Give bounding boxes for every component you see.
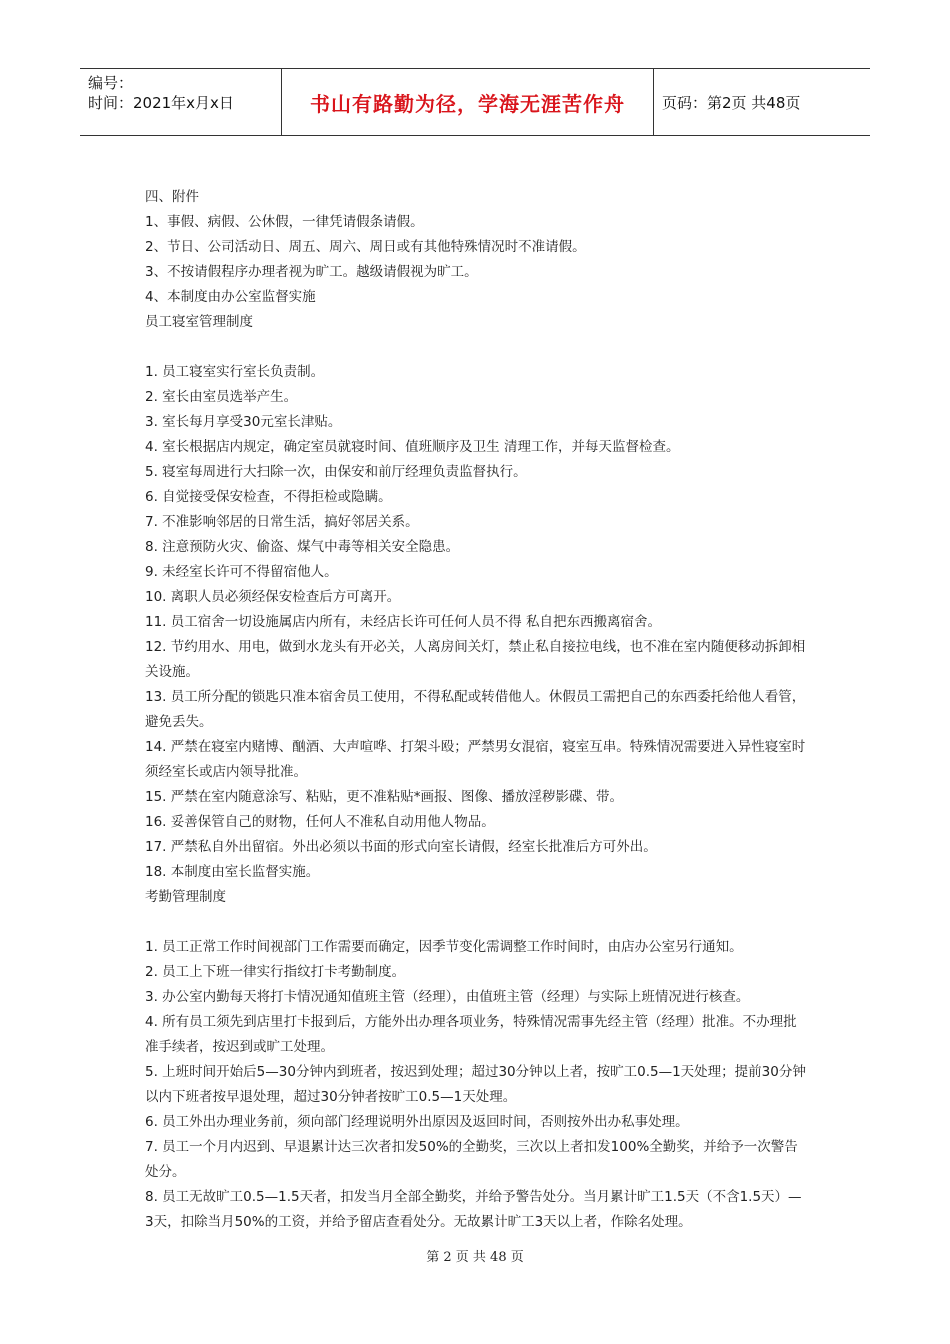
list-item: 4. 室长根据店内规定，确定室员就寝时间、值班顺序及卫生 清理工作，并每天监督检查。 xyxy=(145,439,680,455)
list-item: 16. 妥善保管自己的财物，任何人不准私自动用他人物品。 xyxy=(145,814,495,830)
header-motto: 书山有路勤为径，学海无涯苦作舟 xyxy=(282,69,654,135)
list-item: 12. 节约用水、用电，做到水龙头有开必关，人离房间关灯，禁止私自接拉电线，也不准在室内随便移动拆卸相关设施。 xyxy=(145,639,806,680)
list-item: 11. 员工宿舍一切设施属店内所有，未经店长许可任何人员不得 私自把东西搬离宿舍。 xyxy=(145,614,662,630)
list-item: 4、本制度由办公室监督实施 xyxy=(145,289,316,305)
list-item: 2、节日、公司活动日、周五、周六、周日或有其他特殊情况时不准请假。 xyxy=(145,239,586,255)
list-item: 1、事假、病假、公休假，一律凭请假条请假。 xyxy=(145,214,424,230)
list-item: 14. 严禁在寝室内赌博、酗酒、大声喧哗、打架斗殴；严禁男女混宿，寝室互串。特殊情况需要进入异性寝室时须经室长或店内领导批准。 xyxy=(145,739,806,780)
list-item: 8. 注意预防火灾、偷盗、煤气中毒等相关安全隐患。 xyxy=(145,539,460,555)
list-item: 8. 员工无故旷工0.5—1.5天者，扣发当月全部全勤奖，并给予警告处分。当月累计旷工1.5天（不含1.5天）—3天，扣除当月50%的工资，并给予留店查看处分。无故累计旷工3天以上者，作除名处理。 xyxy=(145,1189,802,1230)
list-item: 3. 室长每月享受30元室长津贴。 xyxy=(145,414,342,430)
page-footer: 第 2 页 共 48 页 xyxy=(426,1250,524,1265)
list-item: 10. 离职人员必须经保安检查后方可离开。 xyxy=(145,589,401,605)
list-item: 3. 办公室内勤每天将打卡情况通知值班主管（经理），由值班主管（经理）与实际上班情况进行核查。 xyxy=(145,989,750,1005)
list-item: 7. 不准影响邻居的日常生活，搞好邻居关系。 xyxy=(145,514,419,530)
section-title-attachment: 四、附件 xyxy=(145,189,199,205)
spacer xyxy=(145,335,810,360)
list-item: 9. 未经室长许可不得留宿他人。 xyxy=(145,564,338,580)
list-item: 7. 员工一个月内迟到、早退累计达三次者扣发50%的全勤奖，三次以上者扣发100%全勤奖，并给予一次警告处分。 xyxy=(145,1139,798,1180)
list-item: 18. 本制度由室长监督实施。 xyxy=(145,864,320,880)
list-item: 6. 自觉接受保安检查，不得拒检或隐瞒。 xyxy=(145,489,392,505)
header-date: 时间：2021年x月x日 xyxy=(88,94,234,112)
header-number: 编号： xyxy=(88,74,134,92)
header-page-info: 页码：第2页 共48页 xyxy=(662,93,801,112)
list-item: 13. 员工所分配的锁匙只准本宿舍员工使用，不得私配或转借他人。休假员工需把自己的东西委托给他人看管，避免丢失。 xyxy=(145,689,806,730)
section-title-attendance: 考勤管理制度 xyxy=(145,889,226,905)
list-item: 1. 员工正常工作时间视部门工作需要而确定，因季节变化需调整工作时间时，由店办公室另行通知。 xyxy=(145,939,743,955)
section-title-dorm: 员工寝室管理制度 xyxy=(145,314,253,330)
list-item: 5. 上班时间开始后5—30分钟内到班者，按迟到处理；超过30分钟以上者，按旷工0.5—1天处理；提前30分钟以内下班者按早退处理，超过30分钟者按旷工0.5—1天处理。 xyxy=(145,1064,806,1105)
list-item: 2. 室长由室员选举产生。 xyxy=(145,389,298,405)
header-meta xyxy=(80,69,282,135)
list-item: 15. 严禁在室内随意涂写、粘贴，更不准粘贴*画报、图像、播放淫秽影碟、带。 xyxy=(145,789,624,805)
list-item: 2. 员工上下班一律实行指纹打卡考勤制度。 xyxy=(145,964,406,980)
list-item: 1. 员工寝室实行室长负责制。 xyxy=(145,364,325,380)
list-item: 3、不按请假程序办理者视为旷工。越级请假视为旷工。 xyxy=(145,264,478,280)
list-item: 17. 严禁私自外出留宿。外出必须以书面的形式向室长请假，经室长批准后方可外出。 xyxy=(145,839,657,855)
document-body xyxy=(145,185,810,1235)
list-item: 6. 员工外出办理业务前，须向部门经理说明外出原因及返回时间，否则按外出办私事处理。 xyxy=(145,1114,689,1130)
spacer xyxy=(145,910,810,935)
list-item: 5. 寝室每周进行大扫除一次，由保安和前厅经理负责监督执行。 xyxy=(145,464,527,480)
list-item: 4. 所有员工须先到店里打卡报到后，方能外出办理各项业务，特殊情况需事先经主管（经理）批准。不办理批准手续者，按迟到或旷工处理。 xyxy=(145,1014,797,1055)
page-header xyxy=(80,68,870,136)
